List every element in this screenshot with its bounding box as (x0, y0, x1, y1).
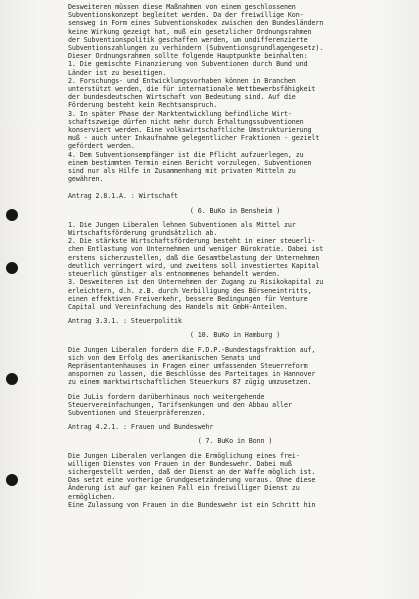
motion-text (68, 452, 402, 509)
text-line: muß - auch unter Inkaufnahme gelegentlicher Fraktionen - gezielt (68, 134, 320, 143)
text-line: Eine Zulassung von Frauen in die Bundeswehr ist ein Schritt hin (68, 500, 316, 509)
text-line: erstens sicherzustellen, daß die Gesamtbelastung der Unternehmen (68, 253, 320, 262)
text-line: Capital und Vereinfachung des Handels mit GmbH-Anteilen. (68, 302, 288, 311)
text-line: sensweg in Form eines Subventionskodex zwischen den Bundesländern (68, 19, 324, 28)
text-line: Förderung besteht kein Rechtsanspruch. (68, 101, 218, 110)
text-line: Wirtschaftsförderung grundsätzlich ab. (68, 229, 218, 238)
motion-text (68, 346, 402, 418)
motion-source: ( 7. BuKo in Bonn ) (197, 437, 273, 446)
text-line: Das setzt eine vorherige Grundgesetzänderung voraus. Ohne diese (68, 476, 316, 485)
text-line: Änderung ist auf gar keinen Fall ein freiwilliger Dienst zu (68, 484, 300, 493)
text-line: willigen Dienstes von Frauen in der Bundeswehr. Dabei muß (68, 459, 292, 468)
text-line: einen effektiven Freiverkehr, bessere Bedingungen für Venture (68, 294, 308, 303)
text-line: anspornen zu lassen, die Beschlüsse des Parteitages in Hannover (68, 370, 316, 379)
text-line: deutlich verringert wird, und zweitens soll investiertes Kapital (68, 261, 320, 270)
text-line: Die JuLis fordern darüberhinaus noch weitergehende (68, 392, 265, 401)
text-line: erleichtern, d.h. z.B. durch Verbilligung des Börseneintritts, (68, 286, 312, 295)
text-line: schaftszweige dürfen nicht mehr durch Erhaltungssubventionen (68, 117, 304, 126)
text-line: 3. In später Phase der Marktentwicklung befindliche Wirt- (68, 109, 292, 118)
intro-section (68, 3, 402, 183)
text-line: 4. Dem Subventionsempfänger ist die Pflicht aufzuerlegen, zu (68, 150, 304, 159)
text-line: 2. Forschungs- und Entwicklungsvorhaben können in Branchen (68, 76, 296, 85)
text-line: Repräsentantenhauses in Fragen einer umfassenden Steuerreform (68, 361, 308, 370)
punch-hole-mark (6, 373, 18, 385)
text-line: 1. Die gemischte Finanzierung von Subventionen durch Bund und (68, 60, 308, 69)
motion-source: ( 6. BuKo in Bensheim ) (189, 206, 281, 215)
text-line: 1. Die Jungen Liberalen lehnen Subventionen als Mittel zur (68, 220, 296, 229)
text-line: sichergestellt werden, daß der Dienst an der Waffe möglich ist. (68, 467, 316, 476)
document-body (68, 3, 402, 509)
text-line: gewähren. (68, 175, 104, 184)
text-line: ermöglichen. (68, 492, 116, 501)
text-line: konserviert werden. Eine volkswirtschaftliche Umstrukturierung (68, 126, 312, 135)
text-line: 3. Desweiteren ist den Unternehmen der Zugang zu Risikokapital zu (68, 278, 324, 287)
text-line: Die Jungen Liberalen verlangen die Ermöglichung eines frei- (68, 451, 300, 460)
text-line: 2. Die stärkste Wirtschaftsförderung besteht in einer steuerli- (68, 237, 316, 246)
text-line: Länder ist zu beseitigen. (68, 68, 167, 77)
punch-hole-mark (6, 474, 18, 486)
text-line: gefördert werden. (68, 142, 135, 151)
text-line: Dieser Ordnungsrahmen sollte folgende Hauptpunkte beinhalten: (68, 52, 308, 61)
text-line: der Subventionspolitik geschaffen werden, um undifferenzierte (68, 35, 308, 44)
text-line: einem bestimmten Termin einen Bericht vorzulegen. Subventionen (68, 158, 312, 167)
motion-heading: Antrag 2.8.1.A. : Wirtschaft (68, 192, 178, 201)
text-line: sich von dem Erfolg des amerikanischen Senats und (68, 353, 261, 362)
text-line: Desweiteren müssen diese Maßnahmen von einem geschlossenen (68, 3, 296, 11)
motion-heading: Antrag 4.2.1. : Frauen und Bundeswehr (68, 423, 214, 432)
text-line: unterstützt werden, die für internationale Wettbewerbsfähigkeit (68, 85, 316, 94)
text-line: steuerlich günstiger als entnommenes behandelt werden. (68, 270, 281, 279)
text-line: Die Jungen Liberalen fordern die F.D.P.-Bundestagsfraktion auf, (68, 345, 316, 354)
punch-hole-mark (6, 209, 18, 221)
text-line: chen Entlastung von Unternehmen und weniger Bürokratie. Dabei ist (68, 245, 324, 254)
text-line: Subventionen und Steuerpräferenzen. (68, 408, 206, 417)
motion-source: ( 10. BuKo in Hamburg ) (189, 331, 281, 340)
motion-heading: Antrag 3.3.1. : Steuerpolitik (68, 317, 182, 326)
text-line: keine Wirkung gezeigt hat, muß ein gesetzlicher Ordnungsrahmen (68, 27, 312, 36)
text-line: Steuervereinfachungen, Tarifsenkungen und den Abbau aller (68, 400, 292, 409)
text-line: der bundesdeutschen Wirtschaft von Bedeutung sind. Auf die (68, 93, 296, 102)
punch-hole-mark (6, 262, 18, 274)
text-line: Subventionszahlungen zu verhindern (Subventionsgrundlagengesetz). (68, 44, 324, 53)
text-line: sind nur als Hilfe in Zusammenhang mit privaten Mitteln zu (68, 167, 296, 176)
text-line: Subventionskonzept begleitet werden. Da der freiwillige Kon- (68, 11, 304, 20)
motion-text (68, 221, 402, 311)
text-line: zu einem marktwirtschaftlichen Steuerkurs 87 zügig umzusetzen. (68, 378, 312, 387)
